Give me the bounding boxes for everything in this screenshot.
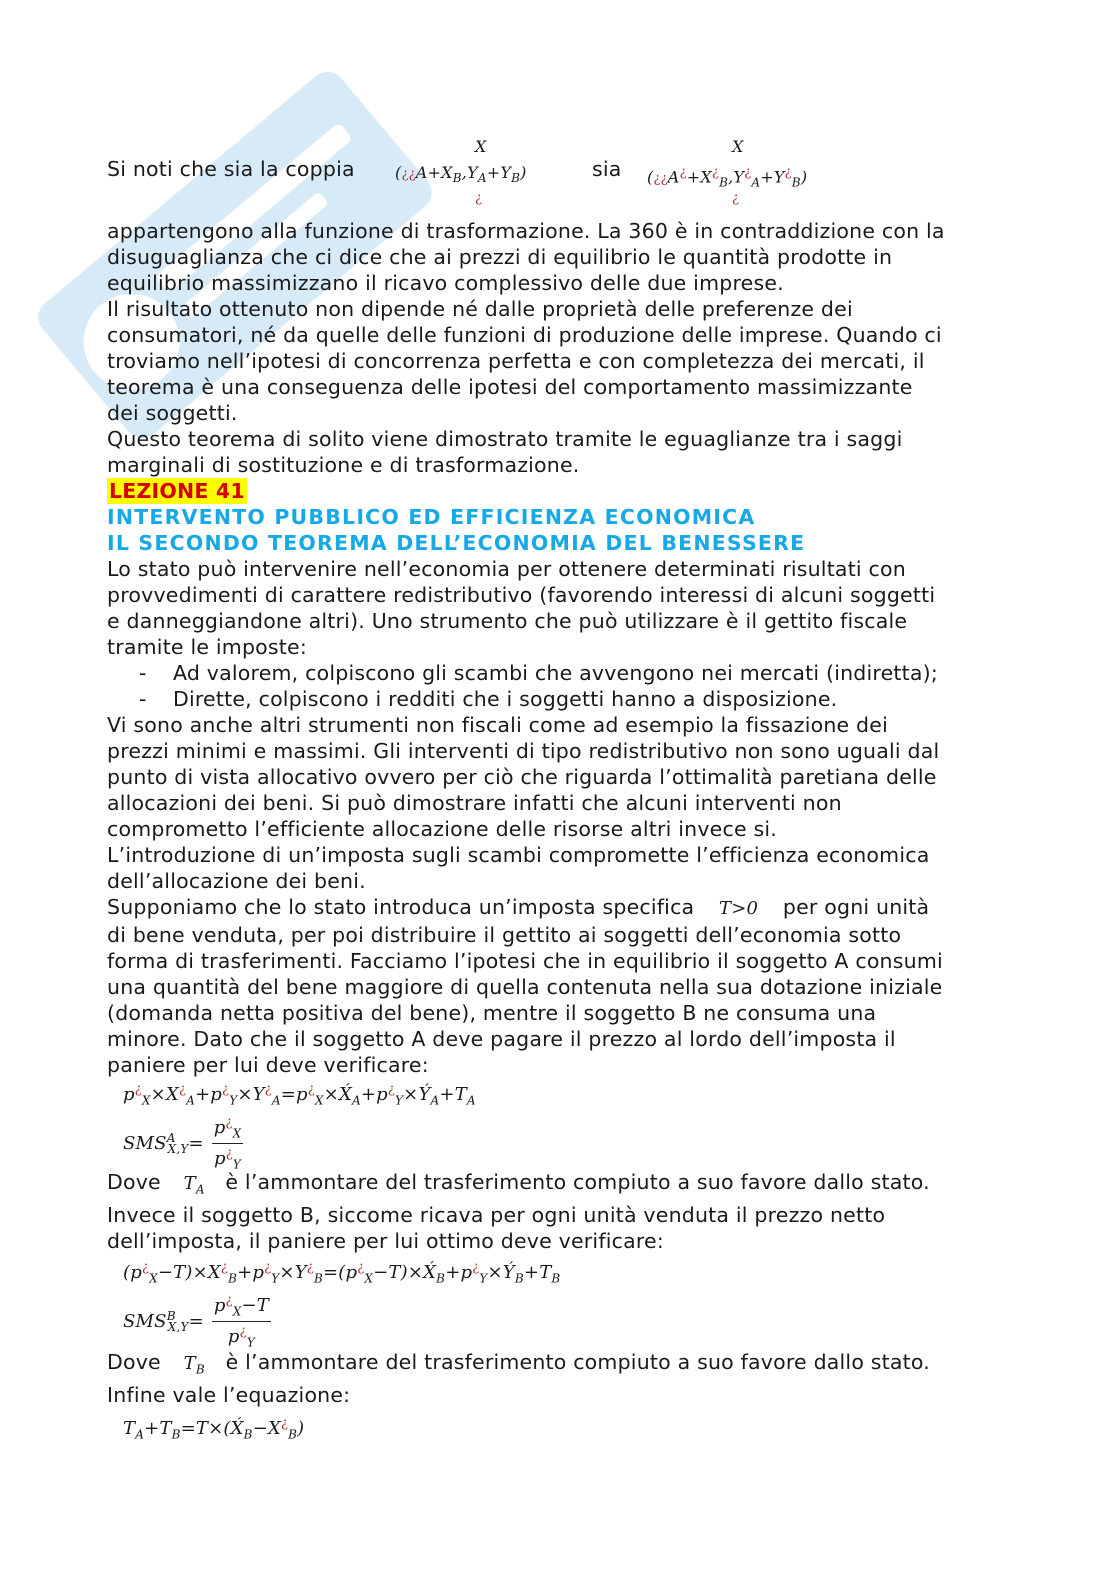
section-heading-2: IL SECONDO TEOREMA DELL’ECONOMIA DEL BENESSERE [107,531,806,555]
section-heading-1: INTERVENTO PUBBLICO ED EFFICIENZA ECONOMICA [107,505,756,529]
formula-sms-a: $SMS^A_{X,Y}=$ $\frac{p^¿_X}{p^¿_Y}$ [123,1114,242,1172]
paragraph-4: Lo stato può intervenire nell’economia per ottenere determinati risultati con provvedimenti di carattere redistributivo (favorendo interessi di alcuni soggetti e danneggiandone altri). Uno strumento che può utilizzare è il gettito fiscale tramite le imposte: [107,557,936,659]
paragraph-2: Il risultato ottenuto non dipende né dalle proprietà delle preferenze dei consumatori, né da quelle delle funzioni di produzione delle imprese. Quando ci troviamo nell’ipotesi di concorrenza perfetta e con completezza dei mercati, il teorema è una conseguenza delle ipotesi del comportamento massimizzante dei soggetti. [107,297,942,425]
paragraph-6: Supponiamo che lo stato introduca un’imposta specifica T>0 per ogni unità di bene venduta, per poi distribuire il gettito ai soggetti dell’economia sotto forma di trasferimenti. Facciamo l’ipotesi che in equilibrio il soggetto A consumi una quantità del bene maggiore di quella contenuta nella sua dotazione iniziale (domanda netta positiva del bene), mentre il soggetto B ne consuma una minore. Dato che il soggetto A deve pagare il prezzo al lordo dell’imposta il paniere per lui deve verificare: [107,895,943,1077]
dove-tb-line: Dove $T_B$ è l’ammontare del trasferimento compiuto a suo favore dallo stato. [107,1349,931,1377]
intro-sia: sia [592,157,622,181]
paragraph-1: appartengono alla funzione di trasformazione. La 360 è in contraddizione con la disuguaglianza che ci dice che ai prezzi di equilibrio le quantità prodotte in equilibrio massimizzano il ricavo complessivo delle due imprese. [107,219,945,295]
document-page [107,137,1007,1447]
dove-ta-line: Dove $T_A$ è l’ammontare del trasferimento compiuto a suo favore dallo stato. [107,1169,930,1197]
paragraph-3: Questo teorema di solito viene dimostrato tramite le eguaglianze tra i saggi marginali di sostituzione e di trasformazione. [107,427,903,477]
formula-transfer-sum: $T_A+T_B=T\times(X́_B-X^¿_B)$ [123,1416,305,1442]
formula-budget-a: $p^¿_X\times X^¿_A+p^¿_Y\times Y^¿_A=p^¿_X\times X́_A+p^¿_Y\times Ý_A+T_A$ [123,1082,476,1108]
paragraph-5: Vi sono anche altri strumenti non fiscali come ad esempio la fissazione dei prezzi minimi e massimi. Gli interventi di tipo redistributivo non sono uguali dal punto di vista allocativo ovvero per ciò che riguarda l’ottimalità paretiana delle allocazioni dei beni. Si può dimostrare infatti che alcuni interventi non comprometto l’efficiente allocazione delle risorse altri invece si. L’introduzione di un’imposta sugli scambi compromette l’efficienza economica dell’allocazione dei beni. [107,713,940,893]
bullet-item: - Dirette, colpiscono i redditi che i soggetti hanno a disposizione. [139,687,838,711]
formula-sms-b: $SMS^B_{X,Y}=$ $\frac{p^¿_X-T}{p^¿_Y}$ [123,1292,269,1350]
paragraph-8: Infine vale l’equazione: [107,1383,351,1408]
bullet-item: - Ad valorem, colpiscono gli scambi che avvengono nei mercati (indiretta); [139,661,938,685]
paragraph-7: Invece il soggetto B, siccome ricava per ogni unità venduta il prezzo netto dell’imposta, il paniere per lui ottimo deve verificare: [107,1203,886,1254]
formula-budget-b: $(p^¿_X-T)\times X^¿_B+p^¿_Y\times Y^¿_B=(p^¿_X-T)\times X́_B+p^¿_Y\times Ý_B+T_B$ [123,1260,561,1286]
formula-t-positive: T>0 [719,898,759,919]
intro-text: Si noti che sia la coppia [107,157,355,181]
lesson-heading: LEZIONE 41 [109,479,245,503]
intro-line: Si noti che sia la coppia X $(¿¿A+X_B,Y_A+Y_B)$ ¿ sia X $(¿¿A^¿+X^¿_B,Y^¿_A+Y^¿_B)$ ¿ [107,137,808,206]
